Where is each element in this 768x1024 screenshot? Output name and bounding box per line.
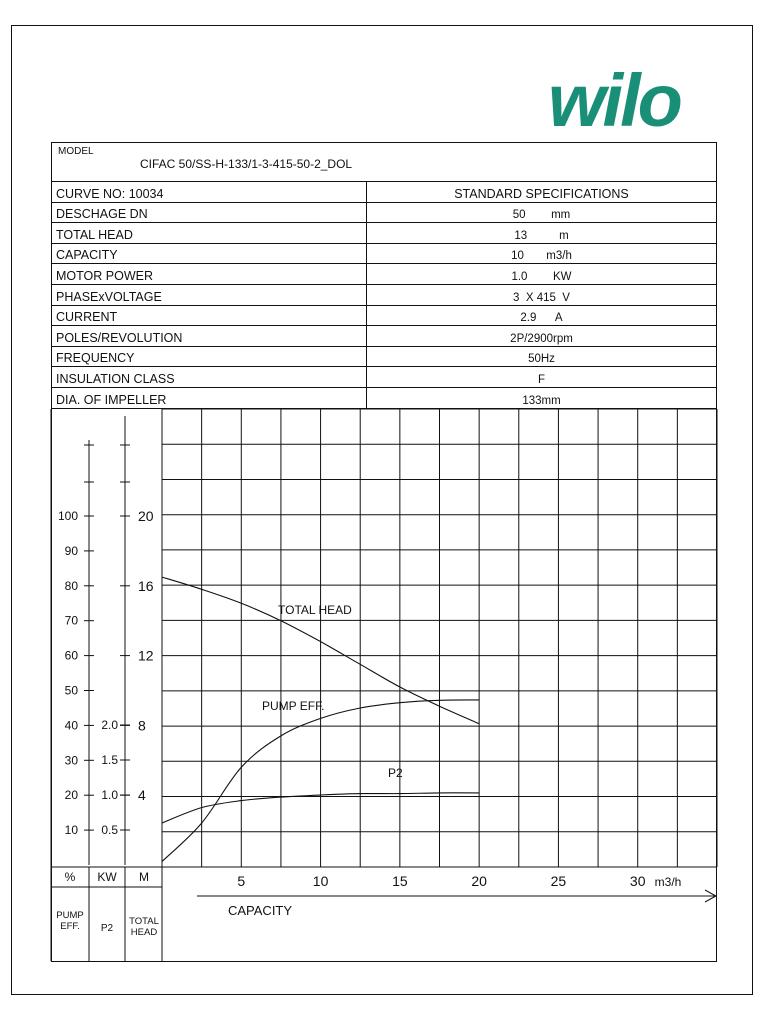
- p2-tick-label: 2.0: [101, 718, 118, 732]
- eff-axis-header: %: [64, 870, 76, 884]
- curve-number: CURVE NO: 10034: [56, 186, 164, 201]
- p2-tick-label: 1.5: [101, 753, 118, 767]
- spec-label: INSULATION CLASS: [56, 371, 175, 386]
- series-label-head: TOTAL HEAD: [278, 603, 352, 617]
- spec-label: DESCHAGE DN: [56, 207, 148, 222]
- spec-value: 50Hz: [528, 353, 555, 366]
- x-tick-label: 30: [629, 873, 646, 889]
- spec-label: MOTOR POWER: [56, 268, 153, 283]
- x-tick-label: 20: [471, 873, 487, 889]
- head-tick-label: 20: [138, 508, 154, 524]
- p2-tick-label: 0.5: [101, 823, 118, 837]
- head-tick-label: 4: [138, 787, 146, 804]
- p2-tick-label: 1.0: [101, 788, 118, 802]
- eff-tick-label: 20: [64, 788, 78, 803]
- spec-value: F: [537, 373, 546, 386]
- model-value: CIFAC 50/SS-H-133/1-3-415-50-2_DOL: [140, 157, 353, 171]
- spec-label: CURRENT: [56, 310, 118, 325]
- series-label-eff: PUMP EFF.: [262, 699, 325, 713]
- eff-axis-footer: PUMP: [56, 910, 84, 921]
- spec-label: CAPACITY: [56, 248, 118, 263]
- p2-axis-header: KW: [97, 870, 117, 884]
- eff-tick-label: 90: [64, 543, 78, 558]
- spec-label: FREQUENCY: [56, 351, 135, 366]
- eff-tick-label: 70: [64, 613, 78, 628]
- x-tick-label: 5: [237, 873, 246, 889]
- eff-tick-label: 40: [64, 718, 78, 733]
- model-label: MODEL: [58, 146, 94, 157]
- x-tick-label: 25: [550, 873, 567, 889]
- spec-value: 2.9 A: [520, 312, 563, 325]
- spec-value: 1.0 KW: [511, 270, 572, 283]
- spec-value: 133mm: [522, 394, 561, 407]
- brand-logo: wilo: [548, 59, 680, 142]
- x-axis-label: CAPACITY: [228, 903, 293, 918]
- spec-value: 3 X 415 V: [513, 291, 570, 304]
- eff-tick-label: 100: [57, 509, 78, 523]
- spec-value: 50 mm: [512, 209, 571, 222]
- chart-grid: [162, 409, 717, 867]
- spec-label: POLES/REVOLUTION: [56, 330, 183, 345]
- spec-label: PHASExVOLTAGE: [56, 289, 162, 304]
- head-axis-footer: TOTAL: [129, 916, 159, 927]
- head-tick-label: 12: [138, 647, 154, 664]
- spec-value: 2P/2900rpm: [510, 332, 573, 345]
- eff-tick-label: 50: [64, 683, 78, 698]
- spec-value: 10 m3/h: [511, 250, 572, 263]
- x-unit-label: m3/h: [654, 875, 682, 889]
- head-tick-label: 8: [138, 717, 146, 734]
- eff-tick-label: 30: [64, 753, 78, 768]
- x-tick-label: 10: [312, 873, 329, 889]
- head-axis-header: M: [139, 870, 149, 884]
- chart-axes: [51, 409, 716, 961]
- spec-value: 13 m: [514, 229, 569, 242]
- chart-labels: [56, 508, 681, 938]
- x-tick-label: 15: [392, 873, 408, 889]
- spec-label: DIA. OF IMPELLER: [56, 392, 167, 407]
- spec-label: TOTAL HEAD: [56, 227, 133, 242]
- eff-tick-label: 10: [64, 823, 78, 838]
- p2-axis-footer: P2: [100, 923, 114, 934]
- head-axis-footer: HEAD: [130, 927, 158, 938]
- eff-tick-label: 60: [64, 648, 78, 663]
- eff-tick-label: 80: [64, 578, 78, 593]
- series-label-p2: P2: [388, 766, 403, 780]
- specs-title: STANDARD SPECIFICATIONS: [454, 186, 629, 201]
- eff-axis-footer: EFF.: [60, 921, 80, 932]
- head-tick-label: 16: [138, 577, 154, 594]
